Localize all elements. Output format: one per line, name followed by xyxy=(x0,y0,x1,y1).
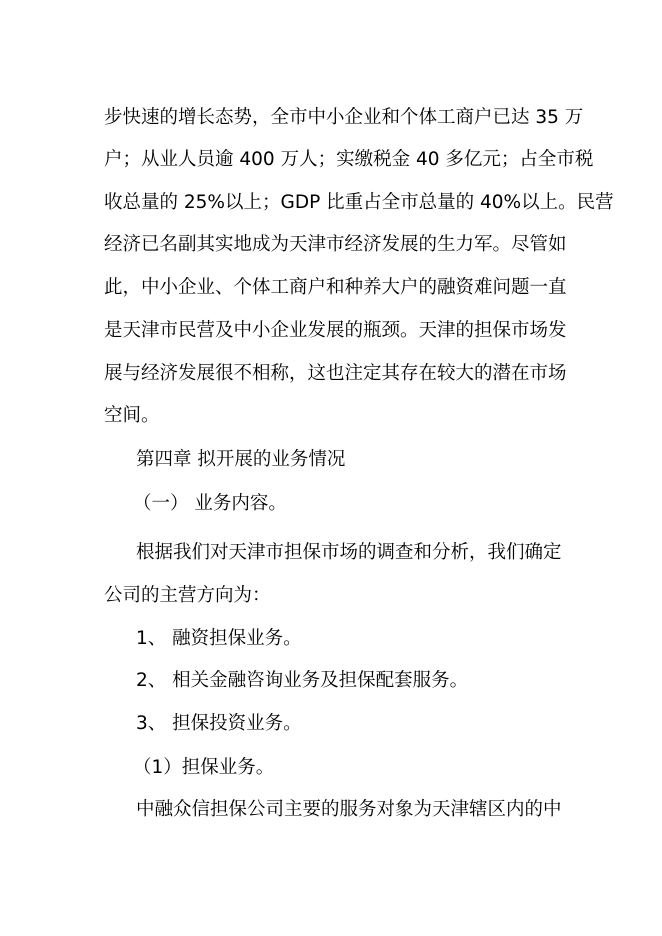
paragraph-line: 经济已名副其实地成为天津市经济发展的生力军。尽管如 xyxy=(104,234,567,255)
list-item: 3、 担保投资业务。 xyxy=(136,713,302,734)
list-item: 2、 相关金融咨询业务及担保配套服务。 xyxy=(136,670,469,691)
subsection-heading: （1）担保业务。 xyxy=(133,757,275,778)
paragraph-line: 是天津市民营及中小企业发展的瓶颈。天津的担保市场发 xyxy=(104,320,567,341)
chapter-heading: 第四章 拟开展的业务情况 xyxy=(136,449,346,470)
paragraph-line: 户；从业人员逾 400 万人；实缴税金 40 多亿元；占全市税 xyxy=(104,149,594,170)
paragraph-line: 收总量的 25%以上；GDP 比重占全市总量的 40%以上。民营 xyxy=(104,192,614,213)
paragraph-line: 此，中小企业、个体工商户和种养大户的融资难问题一直 xyxy=(104,277,567,298)
paragraph-line: 中融众信担保公司主要的服务对象为天津辖区内的中 xyxy=(136,799,562,820)
paragraph-line: 根据我们对天津市担保市场的调查和分析，我们确定 xyxy=(136,542,562,563)
paragraph-line: 公司的主营方向为： xyxy=(104,585,271,606)
paragraph-line: 展与经济发展很不相称，这也注定其存在较大的潜在市场 xyxy=(104,363,567,384)
paragraph-line: 空间。 xyxy=(104,405,160,426)
section-heading: （一） 业务内容。 xyxy=(133,493,287,514)
paragraph-line: 步快速的增长态势，全市中小企业和个体工商户已达 35 万 xyxy=(104,107,584,128)
list-item: 1、 融资担保业务。 xyxy=(136,628,302,649)
